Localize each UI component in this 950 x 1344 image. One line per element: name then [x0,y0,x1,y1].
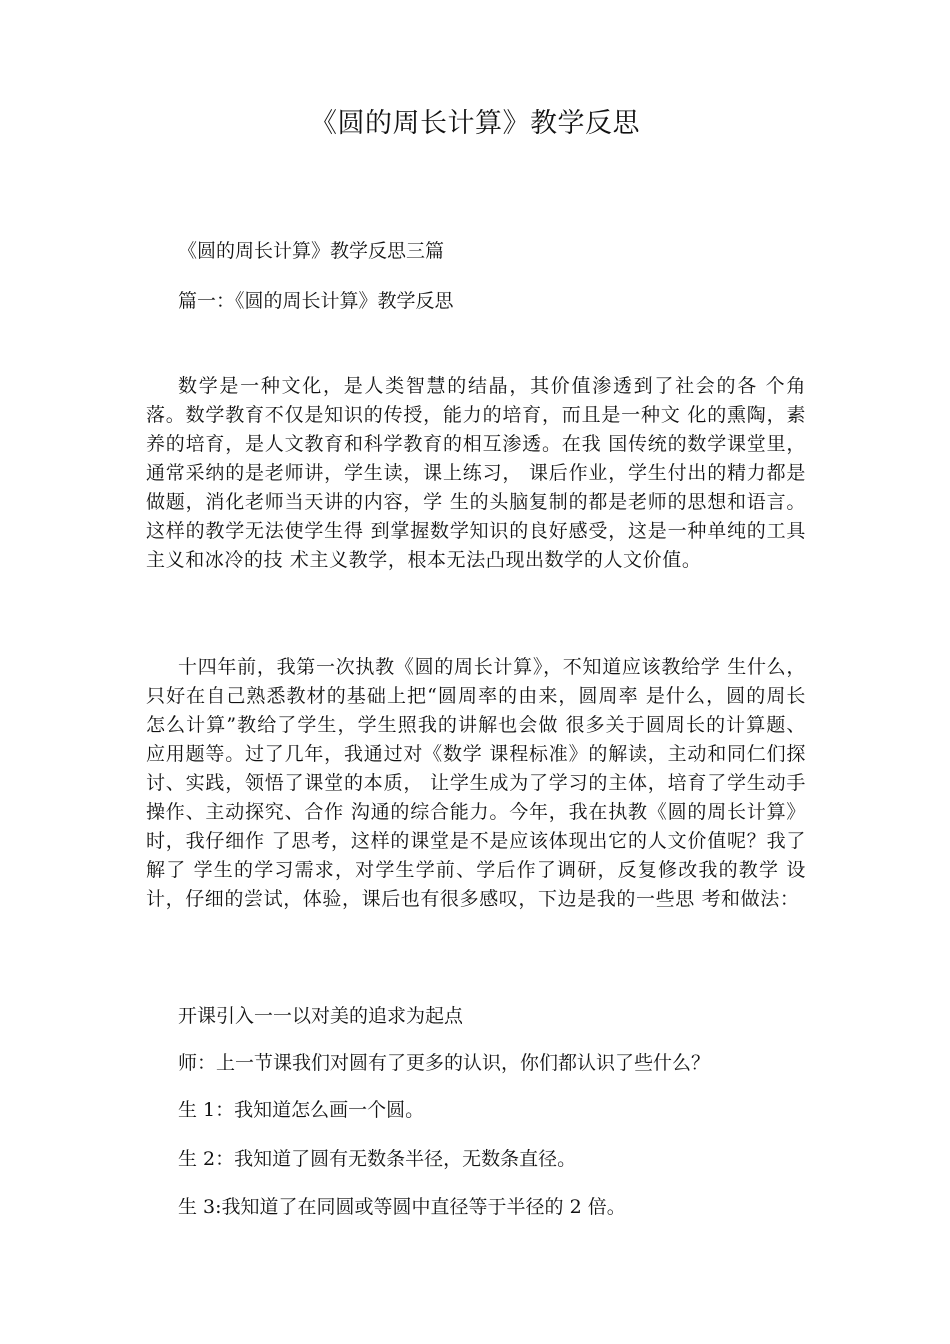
body-line: 开课引入一一以对美的追求为起点 [178,1005,464,1027]
dialogue-line: 师：上一节课我们对圆有了更多的认识，你们都认识了些什么？ [178,1052,711,1074]
dialogue-line: 生 2：我知道了圆有无数条半径，无数条直径。 [178,1148,577,1170]
section-heading: 篇一：《圆的周长计算》教学反思 [178,290,454,312]
document-subtitle: 《圆的周长计算》教学反思三篇 [178,240,445,262]
body-paragraph: 数学是一种文化，是人类智慧的结晶，其价值渗透到了社会的各 个角落。数学教育不仅是知识的传授，能力的培育，而且是一种文 化的熏陶，素养的培育，是人文教育和科学教育的相互渗透。在我 国传统的数学课堂里，通常采纳的是老师讲，学生读，课上练习， 课后作业，学生付出的精力都是做题，消化老师当天讲的内容，学 生的头脑复制的都是老师的思想和语言。这样的教学无法使学生得 到掌握数学知识的良好感受，这是一种单纯的工具主义和冰冷的技 术主义教学，根本无法凸现出数学的人文价值。 [146,375,806,571]
dialogue-line: 生 1：我知道怎么画一个圆。 [178,1099,425,1121]
document-title: 《圆的周长计算》教学反思 [310,108,640,139]
dialogue-line: 生 3:我知道了在同圆或等圆中直径等于半径的 2 倍。 [178,1196,626,1218]
body-paragraph: 十四年前，我第一次执教《圆的周长计算》，不知道应该教给学 生什么，只好在自己熟悉教材的基础上把“圆周率的由来，圆周率 是什么，圆的周长怎么计算”教给了学生，学生照我的讲解也会做 很多关于圆周长的计算题、应用题等。过了几年，我通过对《数学 课程标准》的解读，主动和同仁们探讨、实践，领悟了课堂的本质， 让学生成为了学习的主体，培育了学生动手操作、主动探究、合作 沟通的综合能力。今年，我在执教《圆的周长计算》时，我仔细作 了思考，这样的课堂是不是应该体现出它的人文价值呢？我了解了 学生的学习需求，对学生学前、学后作了调研，反复修改我的教学 设计，仔细的尝试，体验，课后也有很多感叹，下边是我的一些思 考和做法： [146,656,806,910]
